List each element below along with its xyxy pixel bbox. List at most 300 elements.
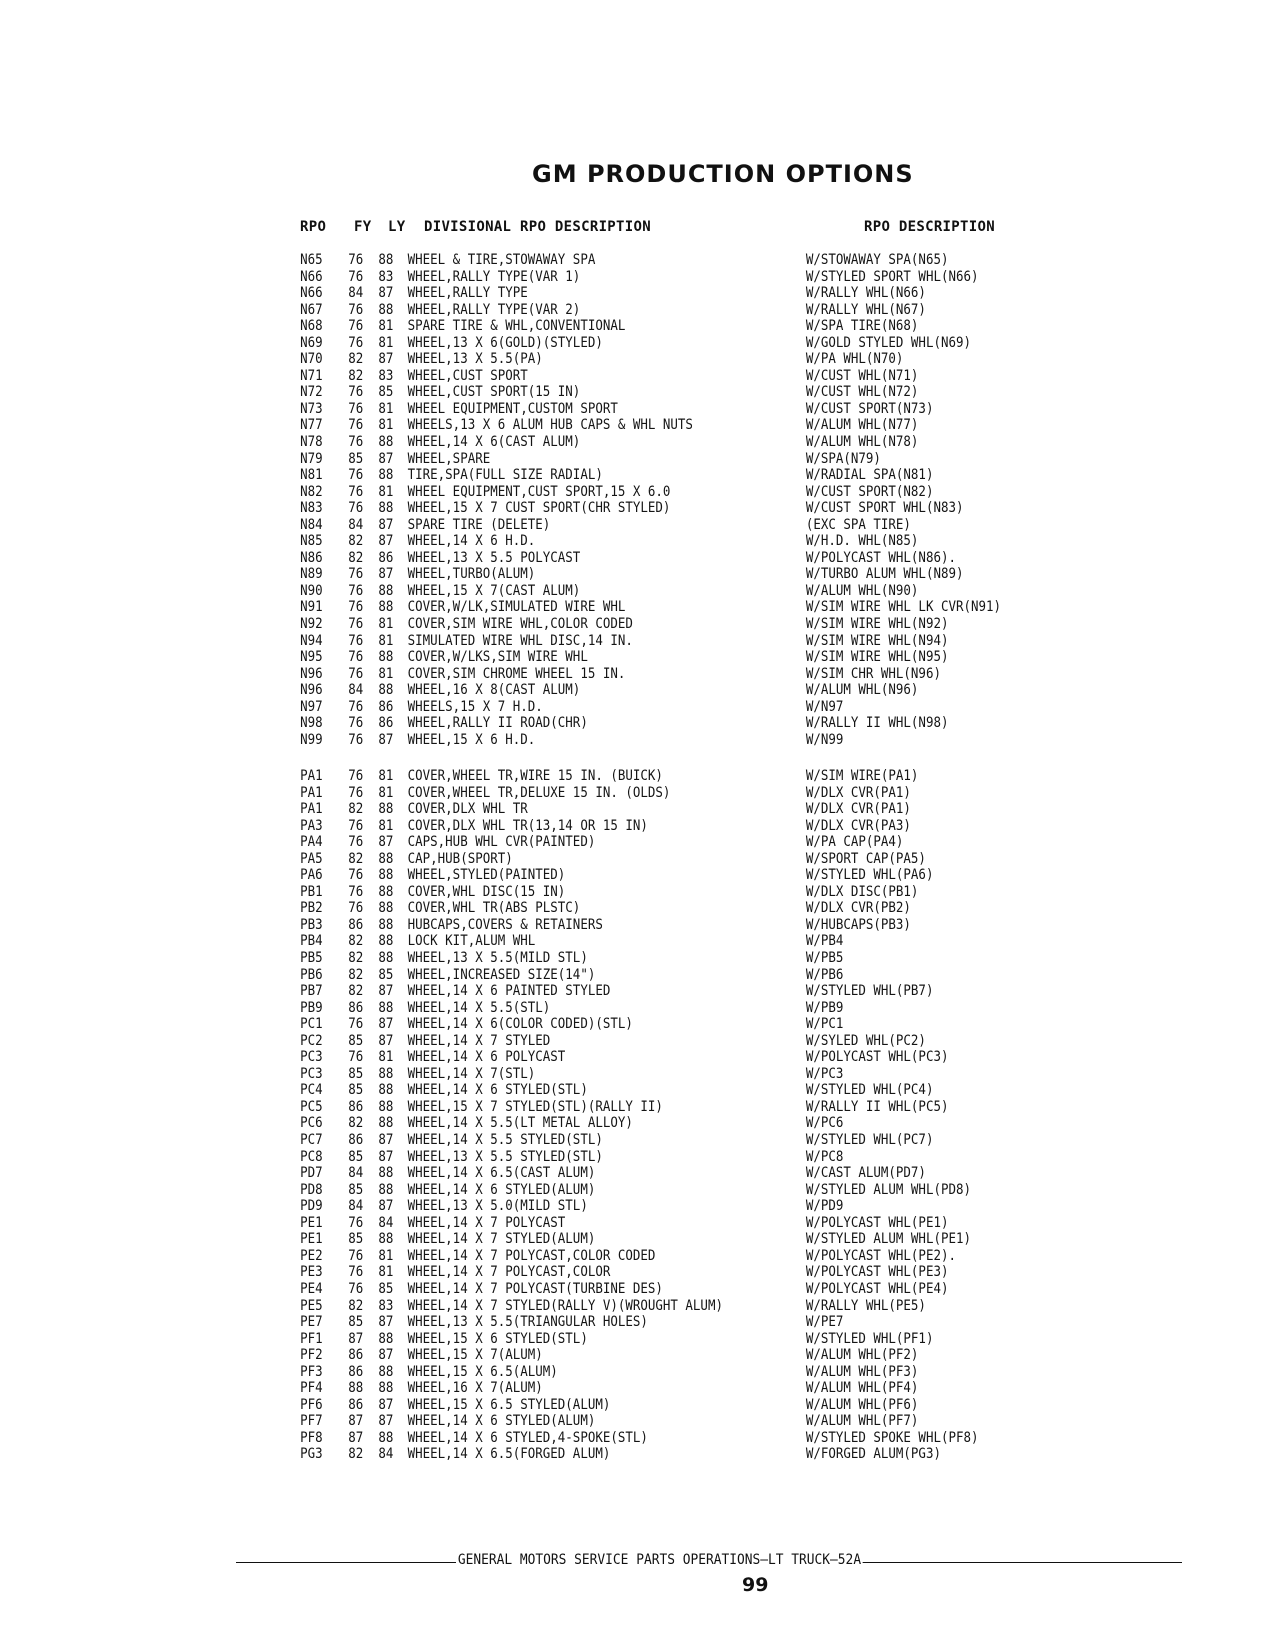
first-year: 76 <box>348 1280 364 1297</box>
first-year: 76 <box>348 1016 364 1033</box>
first-year: 87 <box>348 1429 364 1446</box>
table-row <box>0 649 1101 666</box>
rpo-code: PB4 <box>300 933 323 950</box>
table-row <box>0 1231 1101 1248</box>
table-row <box>0 484 1101 501</box>
table-row <box>0 801 1101 818</box>
last-year: 87 <box>378 1032 394 1049</box>
first-year: 85 <box>348 1148 364 1165</box>
divisional-description: WHEEL,13 X 5.5(MILD STL) <box>407 950 588 967</box>
divisional-description: WHEEL,14 X 6 H.D. <box>407 533 536 550</box>
divisional-description: WHEEL,14 X 7 STYLED(ALUM) <box>407 1231 596 1248</box>
rpo-description: W/HUBCAPS(PB3) <box>805 916 911 933</box>
rpo-description: W/PC6 <box>805 1115 844 1132</box>
last-year: 87 <box>378 1396 394 1413</box>
rpo-description: W/N97 <box>805 698 844 715</box>
last-year: 86 <box>378 715 394 732</box>
last-year: 88 <box>378 867 394 884</box>
rpo-code: PC8 <box>300 1148 323 1165</box>
rpo-description: (EXC SPA TIRE) <box>805 516 911 533</box>
divisional-description: WHEEL EQUIPMENT,CUSTOM SPORT <box>407 400 618 417</box>
table-row <box>0 1049 1101 1066</box>
first-year: 76 <box>348 434 364 451</box>
divisional-description: WHEEL,16 X 7(ALUM) <box>407 1380 543 1397</box>
rpo-description: W/CUST SPORT(N73) <box>805 400 934 417</box>
table-row <box>0 1016 1101 1033</box>
last-year: 87 <box>378 1314 394 1331</box>
table-row <box>0 550 1101 567</box>
table-row <box>0 384 1101 401</box>
divisional-description: WHEEL,CUST SPORT(15 IN) <box>407 384 581 401</box>
rpo-description: W/PB9 <box>805 999 844 1016</box>
table-row <box>0 1364 1101 1381</box>
table-row <box>0 1314 1101 1331</box>
rpo-code: PF7 <box>300 1413 323 1430</box>
first-year: 76 <box>348 1247 364 1264</box>
first-year: 76 <box>348 467 364 484</box>
table-row <box>0 500 1101 517</box>
last-year: 87 <box>378 1016 394 1033</box>
rpo-code: PE7 <box>300 1314 323 1331</box>
first-year: 85 <box>348 1032 364 1049</box>
last-year: 87 <box>378 834 394 851</box>
table-row <box>0 884 1101 901</box>
last-year: 88 <box>378 1380 394 1397</box>
rpo-description: W/CUST WHL(N72) <box>805 384 919 401</box>
table-row <box>0 1215 1101 1232</box>
first-year: 76 <box>348 318 364 335</box>
rpo-description: W/PD9 <box>805 1198 844 1215</box>
divisional-description: WHEELS,15 X 7 H.D. <box>407 698 543 715</box>
last-year: 88 <box>378 1065 394 1082</box>
first-year: 82 <box>348 367 364 384</box>
rpo-code: N96 <box>300 665 323 682</box>
divisional-description: WHEEL,RALLY II ROAD(CHR) <box>407 715 588 732</box>
table-row <box>0 1132 1101 1149</box>
first-year: 76 <box>348 500 364 517</box>
rpo-description: W/STYLED SPOKE WHL(PF8) <box>805 1429 979 1446</box>
table-row <box>0 302 1101 319</box>
first-year: 82 <box>348 801 364 818</box>
first-year: 76 <box>348 900 364 917</box>
rpo-description: W/STYLED ALUM WHL(PE1) <box>805 1231 971 1248</box>
rpo-description: W/POLYCAST WHL(N86). <box>805 549 956 566</box>
first-year: 88 <box>348 1380 364 1397</box>
last-year: 87 <box>378 1347 394 1364</box>
table-row <box>0 867 1101 884</box>
last-year: 83 <box>378 268 394 285</box>
first-year: 82 <box>348 850 364 867</box>
last-year: 88 <box>378 933 394 950</box>
divisional-description: WHEEL,14 X 7(STL) <box>407 1065 536 1082</box>
rpo-description: W/PA WHL(N70) <box>805 351 904 368</box>
rpo-code: N68 <box>300 318 323 335</box>
divisional-description: WHEEL,13 X 5.5(PA) <box>407 351 543 368</box>
table-row <box>0 682 1101 699</box>
first-year: 85 <box>348 1082 364 1099</box>
table-row <box>0 1430 1101 1447</box>
last-year: 81 <box>378 417 394 434</box>
table-row <box>0 1165 1101 1182</box>
rpo-description: W/CUST SPORT(N82) <box>805 483 934 500</box>
divisional-description: WHEEL,14 X 7 STYLED(RALLY V)(WROUGHT ALUM) <box>407 1297 723 1314</box>
first-year: 76 <box>348 817 364 834</box>
last-year: 85 <box>378 384 394 401</box>
rpo-code: PD9 <box>300 1198 323 1215</box>
table-row <box>0 1115 1101 1132</box>
first-year: 82 <box>348 966 364 983</box>
last-year: 85 <box>378 1280 394 1297</box>
rpo-code: PB5 <box>300 950 323 967</box>
rpo-code: PF4 <box>300 1380 323 1397</box>
last-year: 87 <box>378 1198 394 1215</box>
table-row <box>0 785 1101 802</box>
last-year: 88 <box>378 999 394 1016</box>
first-year: 76 <box>348 649 364 666</box>
first-year: 84 <box>348 1165 364 1182</box>
first-year: 76 <box>348 1049 364 1066</box>
table-row <box>0 1397 1101 1414</box>
last-year: 87 <box>378 566 394 583</box>
last-year: 81 <box>378 400 394 417</box>
table-row <box>0 1298 1101 1315</box>
rpo-code: PF8 <box>300 1429 323 1446</box>
rpo-code: N98 <box>300 715 323 732</box>
rpo-code: PC6 <box>300 1115 323 1132</box>
divisional-description: WHEEL,14 X 7 POLYCAST(TURBINE DES) <box>407 1280 663 1297</box>
divisional-description: WHEEL,14 X 7 STYLED <box>407 1032 551 1049</box>
divisional-description: COVER,DLX WHL TR <box>407 801 528 818</box>
first-year: 85 <box>348 1314 364 1331</box>
last-year: 88 <box>378 649 394 666</box>
rpo-code: PC5 <box>300 1098 323 1115</box>
divisional-description: WHEEL,15 X 7 CUST SPORT(CHR STYLED) <box>407 500 671 517</box>
divisional-description: WHEEL,RALLY TYPE <box>407 285 528 302</box>
last-year: 88 <box>378 301 394 318</box>
rpo-code: N97 <box>300 698 323 715</box>
rpo-description: W/STOWAWAY SPA(N65) <box>805 252 949 268</box>
last-year: 88 <box>378 1330 394 1347</box>
footer-text: GENERAL MOTORS SERVICE PARTS OPERATIONS—LT TRUCK—52A <box>457 1552 862 1568</box>
divisional-description: COVER,SIM CHROME WHEEL 15 IN. <box>407 665 626 682</box>
last-year: 87 <box>378 516 394 533</box>
rpo-code: PG3 <box>300 1446 323 1463</box>
table-row <box>0 467 1101 484</box>
rpo-code: PC1 <box>300 1016 323 1033</box>
first-year: 76 <box>348 616 364 633</box>
last-year: 83 <box>378 367 394 384</box>
rpo-code: N66 <box>300 268 323 285</box>
rpo-code: N65 <box>300 252 323 268</box>
divisional-description: SPARE TIRE (DELETE) <box>407 516 551 533</box>
table-row <box>0 715 1101 732</box>
rpo-description: W/SYLED WHL(PC2) <box>805 1032 926 1049</box>
rpo-code: PA1 <box>300 768 323 784</box>
table-row <box>0 1149 1101 1166</box>
first-year: 76 <box>348 698 364 715</box>
rpo-description: W/ALUM WHL(PF4) <box>805 1380 919 1397</box>
table-row <box>0 616 1101 633</box>
rpo-description: W/ALUM WHL(PF2) <box>805 1347 919 1364</box>
first-year: 82 <box>348 1297 364 1314</box>
table-row <box>0 269 1101 286</box>
last-year: 87 <box>378 351 394 368</box>
last-year: 88 <box>378 900 394 917</box>
rpo-code: N95 <box>300 649 323 666</box>
rpo-description: W/DLX CVR(PB2) <box>805 900 911 917</box>
rpo-code: N92 <box>300 616 323 633</box>
rpo-code: PE4 <box>300 1280 323 1297</box>
first-year: 86 <box>348 1132 364 1149</box>
divisional-description: WHEEL,SPARE <box>407 450 491 467</box>
divisional-description: WHEEL,13 X 6(GOLD)(STYLED) <box>407 334 603 351</box>
rpo-description: W/SPA(N79) <box>805 450 881 467</box>
divisional-description: WHEEL,14 X 6.5(CAST ALUM) <box>407 1165 596 1182</box>
divisional-description: WHEEL,14 X 6 STYLED(ALUM) <box>407 1413 596 1430</box>
first-year: 76 <box>348 1264 364 1281</box>
first-year: 76 <box>348 883 364 900</box>
last-year: 81 <box>378 768 394 784</box>
rpo-code: N77 <box>300 417 323 434</box>
first-year: 82 <box>348 533 364 550</box>
table-row <box>0 583 1101 600</box>
rpo-description: W/ALUM WHL(N78) <box>805 434 919 451</box>
last-year: 88 <box>378 1181 394 1198</box>
first-year: 76 <box>348 334 364 351</box>
table-row <box>0 566 1101 583</box>
rpo-code: PC3 <box>300 1065 323 1082</box>
table-row <box>0 599 1101 616</box>
divisional-description: COVER,WHEEL TR,DELUXE 15 IN. (OLDS) <box>407 784 671 801</box>
divisional-description: WHEEL,14 X 6 STYLED(STL) <box>407 1082 588 1099</box>
divisional-description: HUBCAPS,COVERS & RETAINERS <box>407 916 603 933</box>
divisional-description: WHEEL,RALLY TYPE(VAR 1) <box>407 268 581 285</box>
table-row <box>0 1182 1101 1199</box>
rpo-description: W/SIM WIRE WHL(N94) <box>805 632 949 649</box>
rpo-description: W/RALLY WHL(PE5) <box>805 1297 926 1314</box>
last-year: 81 <box>378 632 394 649</box>
rpo-code: PA1 <box>300 784 323 801</box>
last-year: 81 <box>378 1049 394 1066</box>
table-row <box>0 1380 1101 1397</box>
rpo-code: N85 <box>300 533 323 550</box>
divisional-description: WHEEL,INCREASED SIZE(14") <box>407 966 596 983</box>
rpo-description: W/STYLED WHL(PF1) <box>805 1330 934 1347</box>
rpo-code: PE2 <box>300 1247 323 1264</box>
divisional-description: WHEEL,STYLED(PAINTED) <box>407 867 566 884</box>
divisional-description: WHEEL,13 X 5.5 STYLED(STL) <box>407 1148 603 1165</box>
rpo-description: W/CUST SPORT WHL(N83) <box>805 500 964 517</box>
rpo-description: W/PB6 <box>805 966 844 983</box>
first-year: 76 <box>348 784 364 801</box>
rpo-code: PB3 <box>300 916 323 933</box>
last-year: 81 <box>378 1247 394 1264</box>
last-year: 88 <box>378 801 394 818</box>
table-row <box>0 1347 1101 1364</box>
divisional-description: WHEEL,14 X 6.5(FORGED ALUM) <box>407 1446 611 1463</box>
rpo-code: N70 <box>300 351 323 368</box>
rpo-code: PF6 <box>300 1396 323 1413</box>
divisional-description: COVER,W/LK,SIMULATED WIRE WHL <box>407 599 626 616</box>
table-row <box>0 285 1101 302</box>
divisional-description: WHEEL,14 X 6 STYLED,4-SPOKE(STL) <box>407 1429 648 1446</box>
first-year: 84 <box>348 1198 364 1215</box>
rpo-description: W/ALUM WHL(N77) <box>805 417 919 434</box>
rpo-description: W/STYLED WHL(PA6) <box>805 867 934 884</box>
rpo-code: PF1 <box>300 1330 323 1347</box>
divisional-description: WHEEL,15 X 7(ALUM) <box>407 1347 543 1364</box>
table-row <box>0 633 1101 650</box>
first-year: 86 <box>348 916 364 933</box>
divisional-description: WHEEL,15 X 7 STYLED(STL)(RALLY II) <box>407 1098 663 1115</box>
table-row <box>0 818 1101 835</box>
last-year: 81 <box>378 784 394 801</box>
table-row <box>0 417 1101 434</box>
rpo-description: W/STYLED ALUM WHL(PD8) <box>805 1181 971 1198</box>
last-year: 81 <box>378 665 394 682</box>
table-row <box>0 1413 1101 1430</box>
first-year: 76 <box>348 417 364 434</box>
first-year: 76 <box>348 715 364 732</box>
rpo-code: PF2 <box>300 1347 323 1364</box>
last-year: 87 <box>378 1148 394 1165</box>
table-row <box>0 451 1101 468</box>
rpo-description: W/POLYCAST WHL(PE3) <box>805 1264 949 1281</box>
first-year: 85 <box>348 1231 364 1248</box>
divisional-description: CAPS,HUB WHL CVR(PAINTED) <box>407 834 596 851</box>
rpo-code: PA4 <box>300 834 323 851</box>
divisional-description: WHEEL,14 X 5.5(STL) <box>407 999 551 1016</box>
rpo-code: PD8 <box>300 1181 323 1198</box>
last-year: 88 <box>378 1165 394 1182</box>
last-year: 88 <box>378 1115 394 1132</box>
table-row <box>0 252 1101 269</box>
divisional-description: CAP,HUB(SPORT) <box>407 850 513 867</box>
rpo-code: PB6 <box>300 966 323 983</box>
last-year: 81 <box>378 483 394 500</box>
first-year: 76 <box>348 867 364 884</box>
first-year: 82 <box>348 549 364 566</box>
divisional-description: WHEEL EQUIPMENT,CUST SPORT,15 X 6.0 <box>407 483 671 500</box>
divisional-description: WHEEL,14 X 7 POLYCAST <box>407 1214 566 1231</box>
divisional-description: WHEEL,14 X 7 POLYCAST,COLOR <box>407 1264 611 1281</box>
rpo-description: W/ALUM WHL(PF3) <box>805 1363 919 1380</box>
rpo-description: W/ALUM WHL(PF6) <box>805 1396 919 1413</box>
first-year: 86 <box>348 999 364 1016</box>
last-year: 87 <box>378 1413 394 1430</box>
first-year: 76 <box>348 301 364 318</box>
rpo-description: W/SIM WIRE(PA1) <box>805 768 919 784</box>
table-row <box>0 1033 1101 1050</box>
first-year: 76 <box>348 582 364 599</box>
rpo-code: PA1 <box>300 801 323 818</box>
rpo-description: W/STYLED WHL(PC7) <box>805 1132 934 1149</box>
last-year: 83 <box>378 1297 394 1314</box>
rpo-code: PA6 <box>300 867 323 884</box>
divisional-description: TIRE,SPA(FULL SIZE RADIAL) <box>407 467 603 484</box>
divisional-description: SIMULATED WIRE WHL DISC,14 IN. <box>407 632 633 649</box>
rpo-description: W/SIM WIRE WHL LK CVR(N91) <box>805 599 1002 616</box>
rpo-description: W/RADIAL SPA(N81) <box>805 467 934 484</box>
divisional-description: WHEEL,RALLY TYPE(VAR 2) <box>407 301 581 318</box>
first-year: 76 <box>348 252 364 268</box>
rpo-code: N83 <box>300 500 323 517</box>
first-year: 85 <box>348 450 364 467</box>
rpo-code: N78 <box>300 434 323 451</box>
rpo-description: W/CUST WHL(N71) <box>805 367 919 384</box>
last-year: 88 <box>378 252 394 268</box>
first-year: 76 <box>348 1214 364 1231</box>
rpo-description: W/SPA TIRE(N68) <box>805 318 919 335</box>
divisional-description: WHEEL,15 X 7(CAST ALUM) <box>407 582 581 599</box>
table-row <box>0 1331 1101 1348</box>
rpo-code: N66 <box>300 285 323 302</box>
divisional-description: WHEEL,15 X 6 STYLED(STL) <box>407 1330 588 1347</box>
divisional-description: WHEEL,14 X 6(CAST ALUM) <box>407 434 581 451</box>
first-year: 76 <box>348 384 364 401</box>
last-year: 86 <box>378 698 394 715</box>
rpo-description: W/PC3 <box>805 1065 844 1082</box>
table-row <box>0 401 1101 418</box>
rpo-code: N84 <box>300 516 323 533</box>
last-year: 88 <box>378 500 394 517</box>
header-ly: LY <box>388 219 406 235</box>
first-year: 82 <box>348 933 364 950</box>
rpo-description: W/PB5 <box>805 950 844 967</box>
last-year: 88 <box>378 950 394 967</box>
divisional-description: WHEELS,13 X 6 ALUM HUB CAPS & WHL NUTS <box>407 417 693 434</box>
rpo-description: W/FORGED ALUM(PG3) <box>805 1446 941 1463</box>
last-year: 81 <box>378 334 394 351</box>
rpo-description: W/RALLY WHL(N67) <box>805 301 926 318</box>
rpo-code: N99 <box>300 731 323 748</box>
divisional-description: COVER,W/LKS,SIM WIRE WHL <box>407 649 588 666</box>
rpo-description: W/SIM WIRE WHL(N95) <box>805 649 949 666</box>
rpo-description: W/POLYCAST WHL(PE1) <box>805 1214 949 1231</box>
rpo-code: PB2 <box>300 900 323 917</box>
table-row <box>0 1082 1101 1099</box>
divisional-description: COVER,WHEEL TR,WIRE 15 IN. (BUICK) <box>407 768 663 784</box>
last-year: 84 <box>378 1214 394 1231</box>
rpo-description: W/SIM WIRE WHL(N92) <box>805 616 949 633</box>
first-year: 87 <box>348 1330 364 1347</box>
options-table-group-n <box>0 252 1280 748</box>
rpo-code: PC3 <box>300 1049 323 1066</box>
last-year: 87 <box>378 450 394 467</box>
header-divisional-description: DIVISIONAL RPO DESCRIPTION <box>424 219 651 235</box>
divisional-description: WHEEL,15 X 6.5 STYLED(ALUM) <box>407 1396 611 1413</box>
page-title: GM PRODUCTION OPTIONS <box>532 160 914 188</box>
last-year: 87 <box>378 1132 394 1149</box>
divisional-description: COVER,WHL TR(ABS PLSTC) <box>407 900 581 917</box>
first-year: 76 <box>348 268 364 285</box>
options-table-group-p <box>0 768 1280 1463</box>
rpo-code: N69 <box>300 334 323 351</box>
first-year: 84 <box>348 516 364 533</box>
first-year: 82 <box>348 1446 364 1463</box>
last-year: 85 <box>378 966 394 983</box>
rpo-description: W/SIM CHR WHL(N96) <box>805 665 941 682</box>
rpo-description: W/ALUM WHL(N96) <box>805 682 919 699</box>
last-year: 81 <box>378 318 394 335</box>
rpo-code: PE1 <box>300 1214 323 1231</box>
first-year: 84 <box>348 285 364 302</box>
first-year: 76 <box>348 483 364 500</box>
divisional-description: COVER,WHL DISC(15 IN) <box>407 883 566 900</box>
table-row <box>0 950 1101 967</box>
table-row <box>0 335 1101 352</box>
last-year: 88 <box>378 599 394 616</box>
